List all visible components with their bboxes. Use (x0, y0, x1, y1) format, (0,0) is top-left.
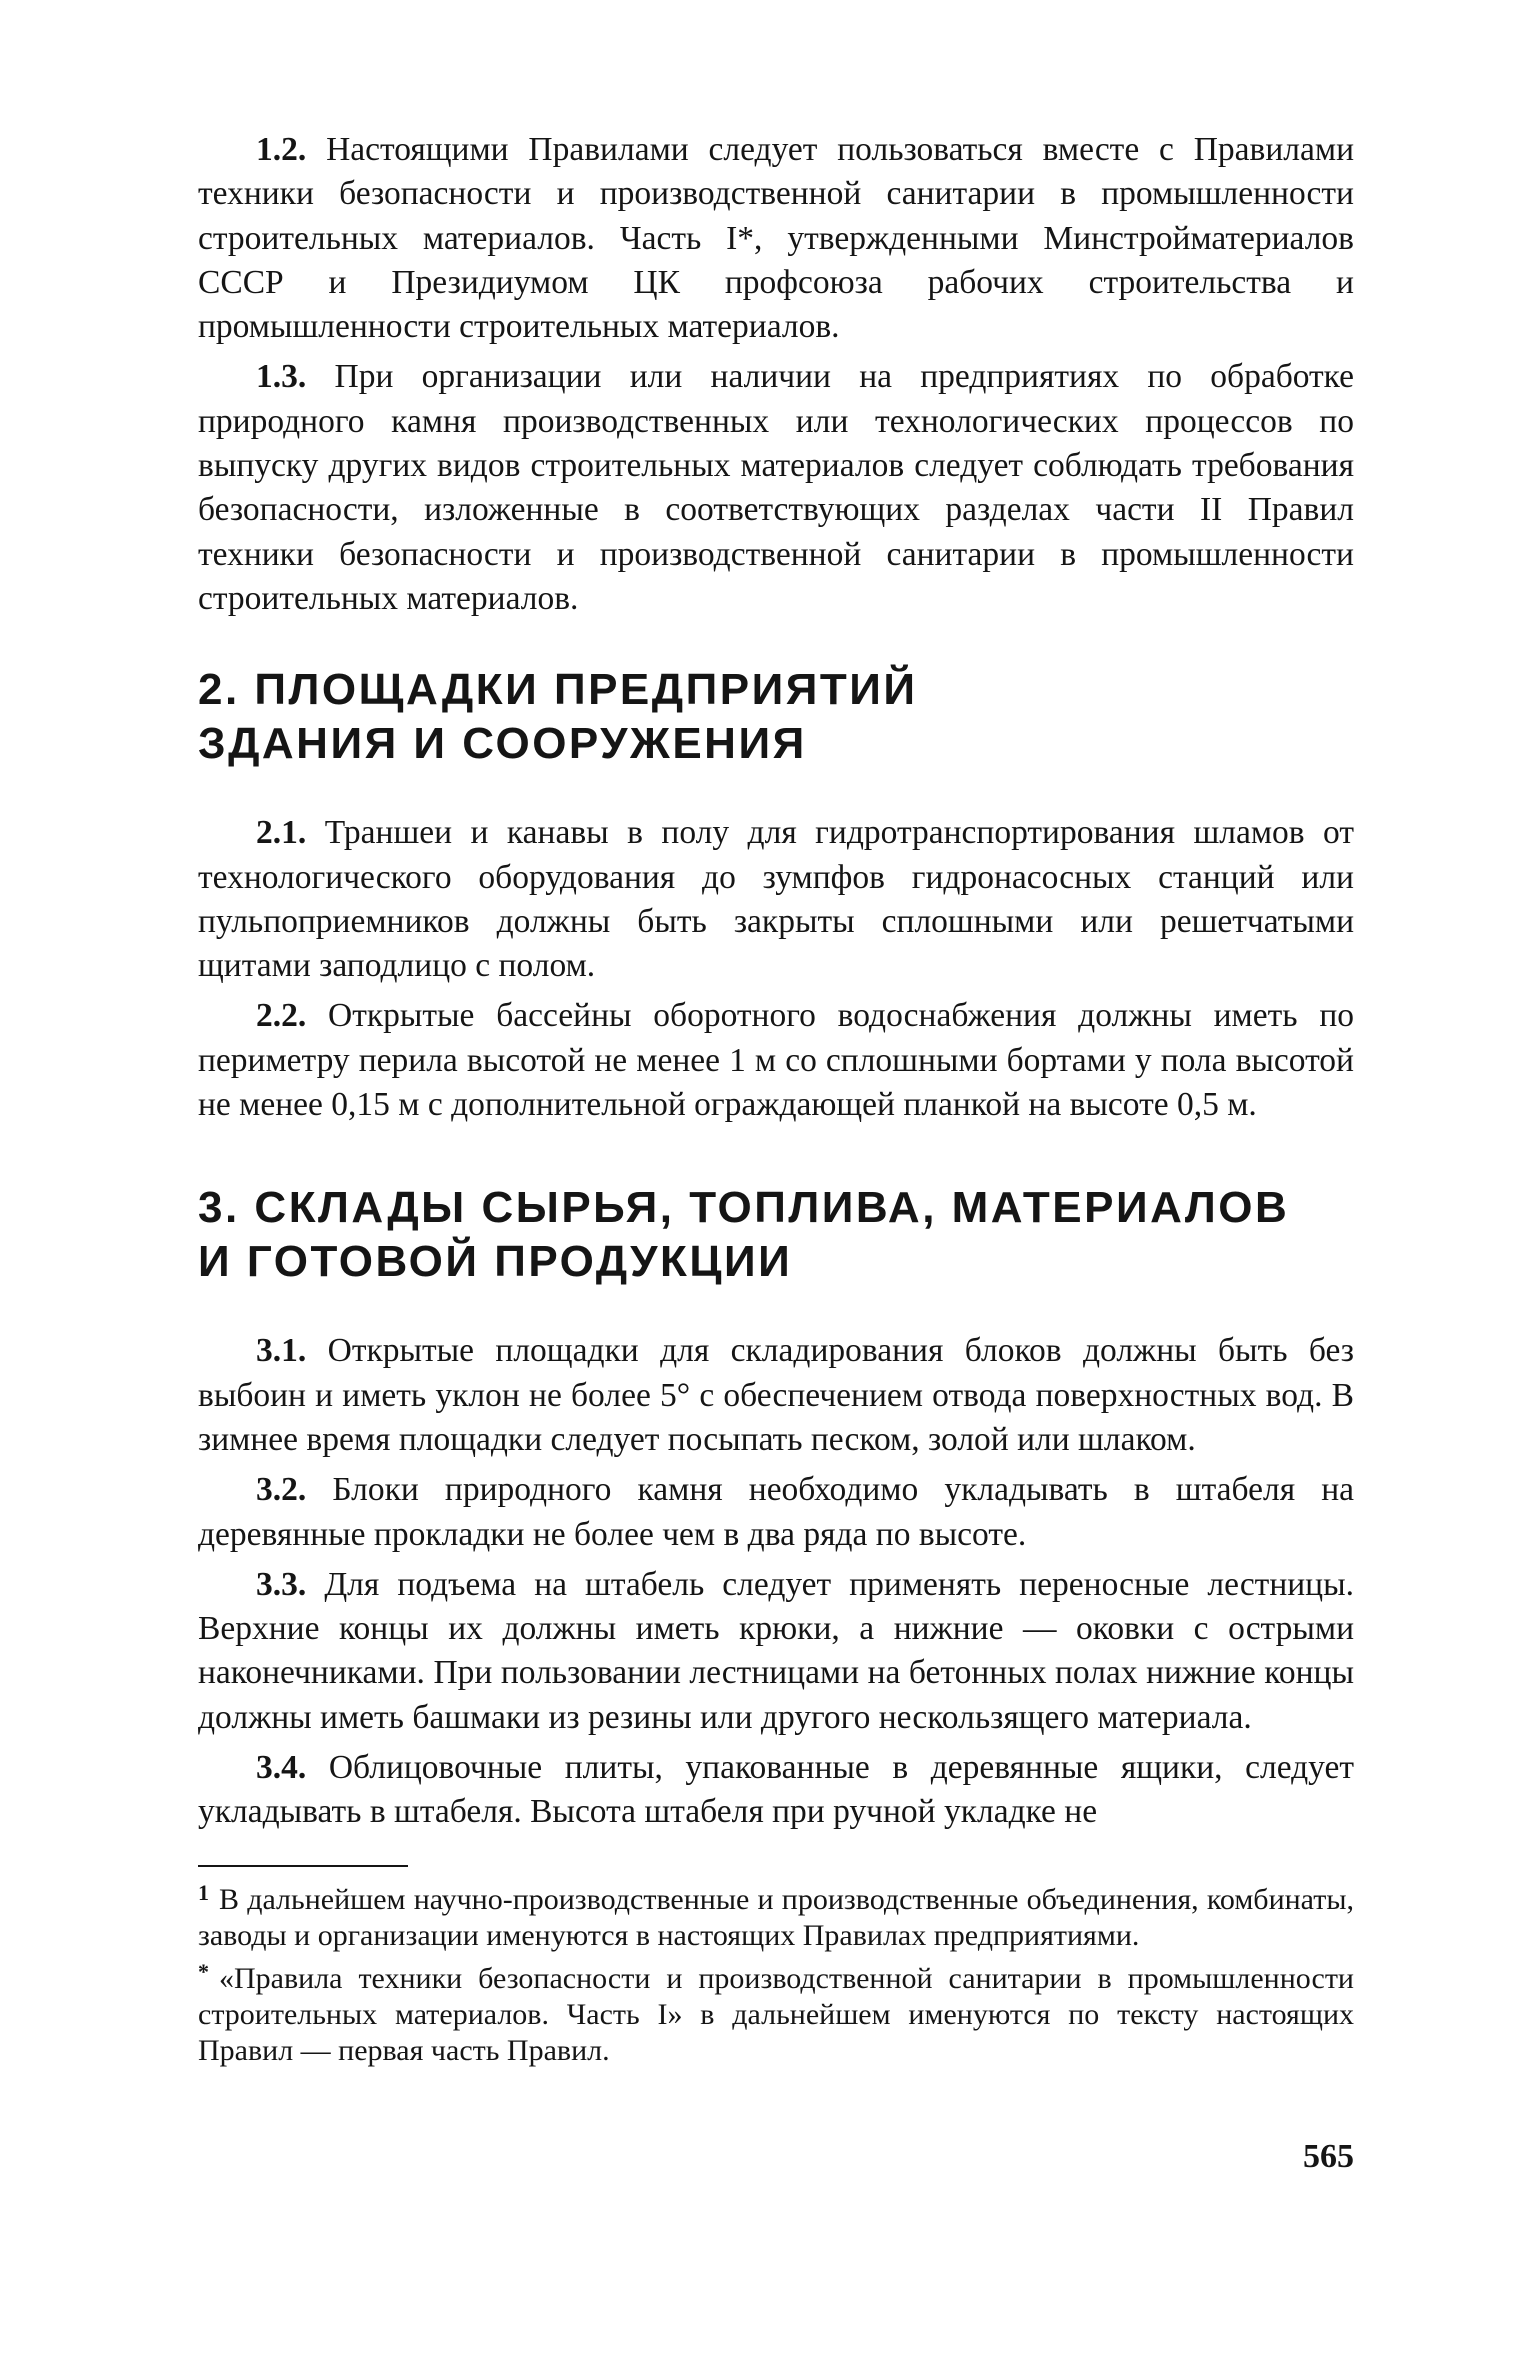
clause-text: При организации или наличии на предприятиях по обработке природного камня производственных или технологических процессов по выпуску других видов строительных материалов следует соблюдать требования безопасности, изложенные в соответствующих разделах части II Правил техники безопасности и производственной санитарии в промышленности строительных материалов. (198, 358, 1354, 617)
section-3-title-line-2: И ГОТОВОЙ ПРОДУКЦИИ (198, 1237, 793, 1287)
clause-number: 1.2. (256, 131, 307, 168)
section-2-heading (198, 663, 1354, 771)
paragraph-1-3 (198, 355, 1354, 621)
clause-number: 3.3. (256, 1565, 307, 1603)
clause-number: 3.4. (256, 1749, 307, 1787)
paragraph-2-2 (198, 994, 1354, 1127)
clause-number: 3.2. (256, 1471, 307, 1509)
clause-number: 2.1. (256, 814, 307, 852)
clause-number: 1.3. (256, 358, 307, 396)
book-page (198, 128, 1354, 2268)
footnote-text: В дальнейшем научно-производственные и производственные объединения, комбинаты, заводы и организации именуются в настоящих Правилах предприятиями. (198, 1882, 1354, 1952)
clause-text: Открытые площадки для складирования блоков должны быть без выбоин и иметь уклон не более 5° с обеспечением отвода поверхностных вод. В зимнее время площадки следует посыпать песком, золой или шлаком. (198, 1332, 1354, 1458)
paragraph-3-4 (198, 1746, 1354, 1835)
paragraph-2-1 (198, 811, 1354, 988)
clause-text: Настоящими Правилами следует пользоваться вместе с Правилами техники безопасности и производственной санитарии в промышленности строительных материалов. Часть I*, утвержденными Минстройматериалов СССР и Президиумом ЦК профсоюза рабочих строительства и промышленности строительных материалов. (198, 131, 1355, 346)
footnote-text: «Правила техники безопасности и производственной санитарии в промышленности строительных материалов. Часть I» в дальнейшем именуются по тексту настоящих Правил — первая часть Правил. (198, 1961, 1354, 2067)
footnote-mark: 1 (198, 1879, 209, 1905)
section-3-heading (198, 1181, 1354, 1289)
clause-text: Открытые бассейны оборотного водоснабжения должны иметь по периметру перила высотой не менее 1 м со сплошными бортами у пола высотой не менее 0,15 м с дополнительной ограждающей планкой на высоте 0,5 м. (198, 997, 1354, 1124)
footnote-mark: * (198, 1958, 209, 1984)
page-number: 565 (1303, 2138, 1354, 2175)
paragraph-1-2 (198, 128, 1354, 349)
clause-text: Для подъема на штабель следует применять переносные лестницы. Верхние концы их должны иметь крюки, а нижние — оковки с острыми наконечниками. При пользовании лестницами на бетонных полах нижние концы должны иметь башмаки из резины или другого нескользящего материала. (198, 1565, 1354, 1736)
footnote-1 (198, 1875, 1354, 1954)
footnote-divider (198, 1865, 408, 1867)
clause-number: 2.2. (256, 997, 307, 1035)
section-3-title-line-1: 3. СКЛАДЫ СЫРЬЯ, ТОПЛИВА, МАТЕРИАЛОВ (198, 1183, 1290, 1233)
section-2-title-line-1: 2. ПЛОЩАДКИ ПРЕДПРИЯТИЙ (198, 665, 918, 715)
clause-number: 3.1. (256, 1332, 307, 1370)
paragraph-3-1 (198, 1329, 1354, 1462)
footnote-asterisk (198, 1954, 1354, 2069)
clause-text: Облицовочные плиты, упакованные в деревянные ящики, следует укладывать в штабеля. Высота штабеля при ручной укладке не (198, 1749, 1355, 1831)
section-2-title-line-2: ЗДАНИЯ И СООРУЖЕНИЯ (198, 719, 807, 769)
paragraph-3-2 (198, 1468, 1354, 1557)
footnotes (198, 1875, 1354, 2069)
paragraph-3-3 (198, 1563, 1354, 1740)
clause-text: Блоки природного камня необходимо укладывать в штабеля на деревянные прокладки не более чем в два ряда по высоте. (198, 1471, 1354, 1553)
clause-text: Траншеи и канавы в полу для гидротранспортирования шламов от технологического оборудования до зумпфов гидронасосных станций или пульпоприемников должны быть закрыты сплошными или решетчатыми щитами заподлицо с полом. (198, 814, 1354, 985)
